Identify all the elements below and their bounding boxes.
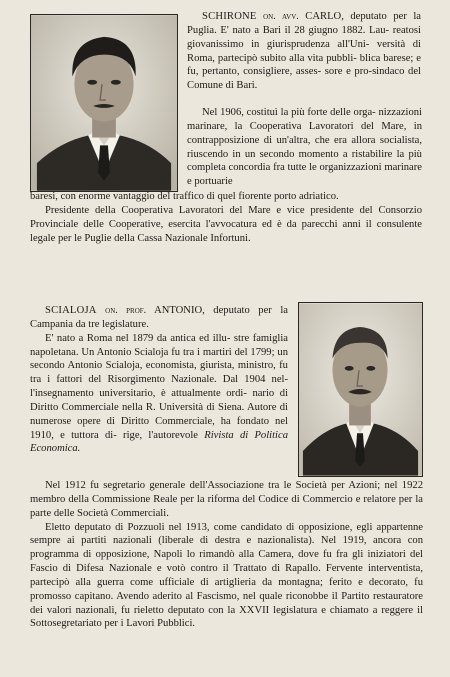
side-line: nario di Diritto Commerciale nella R. Università [30,388,289,413]
head-line: sore e pro-sindaco del Comune di Bari. [187,66,421,92]
surname-scialoja: SCIALOJA [45,305,97,316]
para-line: era allora socialista, riuscendo in un secondo [187,134,422,160]
side-line: l'insegnamento universitario, è attualmente ordi- [30,388,247,400]
para3-schirone: Presidente della Cooperativa Lavoratori del Mare e vice presidente del Consorzio Provinciale delle Cooperative, esercita l'avvocatura ed è da parecchi anni il consulente legale per le Puglie della Cassa Nazionale Infortuni. [30,204,422,244]
portrait-schirone-image [31,15,177,191]
side-line: fattori del Risorgimento Nazionale. Dal 1904 nel- [56,374,289,386]
head-line: per la Campania da tre legislature. [30,305,288,330]
firstname-schirone: CARLO [305,11,342,22]
head-line: blica barese; e fu, pertanto, consigliere, asses- [187,52,421,78]
side-line: E' nato a Roma nel 1879 da antica ed illu- [45,332,231,344]
para-line: nizzazioni marinare, la Cooperativa Lavoratori [187,107,422,132]
head-line: , deputato per [341,11,407,22]
para-line: fra tutte le organizzazioni marinare e portuarie [187,162,422,188]
para2-tail: baresi, con enorme vantaggio del traffico di quel fiorente porto adriatico. [30,191,339,202]
para2-scialoja: Nel 1912 fu segretario generale dell'Associazione tra le Società per Azioni; nel 1922 membro della Commissione Reale per la riforma del Codice di Commercio e relatore per la parte delle Società Commerciali. [30,480,423,519]
entry-schirone-full-width [30,190,422,245]
head-line: , deputato [202,305,250,316]
portrait-scialoja-image [299,303,422,476]
side-line: di Siena. Autore di numerose opere di Diritto [30,401,288,427]
side-line: fu tra i martiri del 1799; un secondo Antonio [30,346,289,372]
head-line: reatosi giovanissimo in giurisprudenza all'Uni- [187,24,421,50]
titles-scialoja: on. prof. [105,305,147,316]
head-line: la Puglia. E' nato a Bari il 28 giugno 1882. Lau- [187,11,421,36]
entry-schirone-para2-side [187,106,422,189]
firstname-scialoja: ANTONIO [154,305,203,316]
titles-schirone: on. avv. [263,11,299,22]
para-line: momento a ristabilire la più completa concordia [187,148,422,174]
side-line: stre famiglia napoletana. Un Antonio Scialoja [30,332,289,358]
entry-scialoja-full-width [30,479,423,631]
side-line: Scialoja, economista, giurista, ministro, fu tra i [30,360,288,386]
head-line: versità di Roma, partecipò subito alla vita pubbli- [187,38,421,64]
entry-scialoja-side-block [30,304,288,456]
journal-title: Rivista di Politica Economica. [30,429,289,455]
surname-schirone: SCHIRONE [202,11,257,22]
para3-scialoja: Eletto deputato di Pozzuoli nel 1913, come candidato di opposizione, egli appartenne sempre ai partiti nazionali (liberale di destra e nazionalista). Nel 1919, ancora con programma di opposizione, Napoli lo rimandò alla Camera, dove fu fra gli iniziatori del Fascio di Difesa Nazionale e votò contro il Trattato di Rapallo. Fervente interventista, partecipò alla guerra come ufficiale di artiglieria da montagna; ferito e decorato, fu promosso capitano. Avendo aderito al Fascismo, nel quale riconobbe il Partito restauratore dei valori nazionali, fu rieletto deputato con la XXVII legislatura e chiamato a reggere il Sottosegretariato per i Lavori Pubblici. [30,521,423,630]
side-line: Commerciale, ha fondato nel 1910, e tuttora di- [30,415,288,441]
portrait-scialoja [298,302,423,477]
side-line: rige, l'autorevole [123,429,205,441]
para-line: Nel 1906, costituì la più forte delle orga- [202,107,376,118]
entry-schirone-heading-block [187,10,421,93]
para-line: del Mare, in contrapposizione di un'altra, che [187,120,422,146]
portrait-schirone [30,14,178,192]
